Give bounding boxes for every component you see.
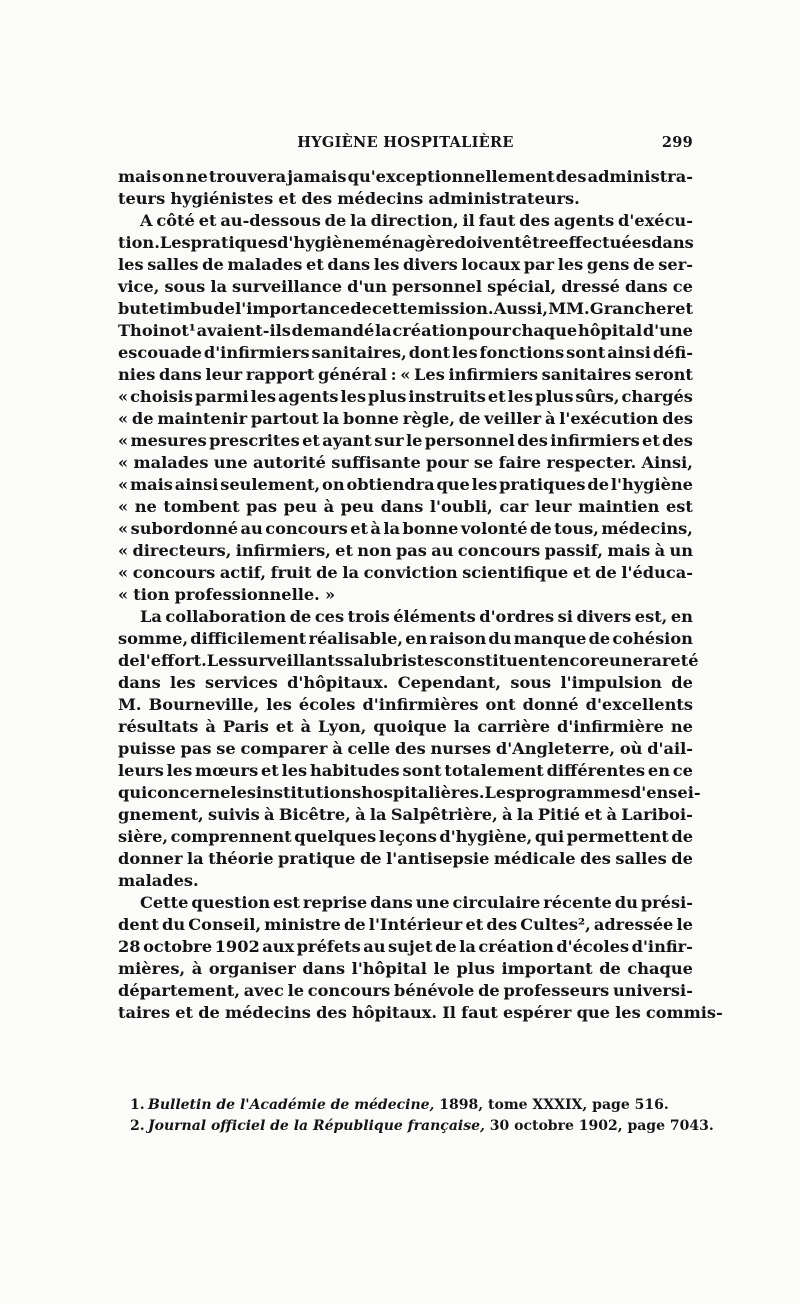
running-title: HYGIÈNE HOSPITALIÈRE [297,134,514,151]
text-line: vice, sous la surveillance d'un personnel spécial, dressé dans ce [118,277,693,296]
text-line: teurs hygiénistes et des médecins administrateurs. [118,189,580,208]
text-line: Thoinot¹ avaient-ils demandé la création pour chaque hôpital d'une [118,321,693,340]
paragraph [118,606,701,892]
footnote [130,1095,690,1116]
footnote [130,1116,714,1137]
text-line: département, avec le concours bénévole de professeurs universi- [118,981,693,1000]
text-line: gnement, suivis à Bicêtre, à la Salpêtrière, à la Pitié et à Lariboi- [118,805,693,824]
text-line: mières, à organiser dans l'hôpital le plus important de chaque [118,959,693,978]
text-line: taires et de médecins des hôpitaux. Il faut espérer que les commis- [118,1003,723,1022]
text-line: somme, difficilement réalisable, en raison du manque de cohésion [118,629,693,648]
text-line: La collaboration de ces trois éléments d'ordres si divers est, en [140,607,693,626]
text-line: les salles de malades et dans les divers locaux par les gens de ser- [118,255,693,274]
text-line: escouade d'infirmiers sanitaires, dont les fonctions sont ainsi défi- [118,343,693,362]
text-line: résultats à Paris et à Lyon, quoique la carrière d'infirmière ne [118,717,693,736]
footnote-title: Bulletin de l'Académie de médecine, [148,1097,435,1113]
text-line: qui concerne les institutions hospitalières. Les programmes d'ensei- [118,783,701,802]
text-line: leurs les mœurs et les habitudes sont totalement différentes en ce [118,761,693,780]
text-line: « directeurs, infirmiers, et non pas au concours passif, mais à un [118,541,693,560]
text-line: dent du Conseil, ministre de l'Intérieur et des Cultes², adressée le [118,915,693,934]
text-line: but et imbu de l'importance de cette mission. Aussi, MM. Grancher et [118,299,693,318]
text-line: 28 octobre 1902 aux préfets au sujet de la création d'écoles d'infir- [118,937,693,956]
paragraph [118,210,693,606]
text-line: « concours actif, fruit de la conviction scientifique et de l'éduca- [118,563,693,582]
body-text [118,166,723,1024]
text-line: tion. Les pratiques d'hygiène ménagère doivent être effectuées dans [118,233,694,252]
text-line: malades. [118,871,199,890]
footnote-reference: 30 octobre 1902, page 7043. [484,1118,714,1134]
text-line: « mesures prescrites et ayant sur le personnel des infirmiers et des [118,431,693,450]
text-line: sière, comprennent quelques leçons d'hygiène, qui permettent de [118,827,693,846]
text-line: « choisis parmi les agents les plus instruits et les plus sûrs, chargés [118,387,693,406]
text-line: « malades une autorité suffisante pour se faire respecter. Ainsi, [118,453,693,472]
paragraph [118,166,693,210]
footnotes [130,1095,714,1137]
text-line: « de maintenir partout la bonne règle, de veiller à l'exécution des [118,409,693,428]
text-line: de l'effort. Les surveillants salubristes constituent encore une rareté [118,651,699,670]
footnote-number: 2. [130,1118,145,1134]
text-line: A côté et au-dessous de la direction, il faut des agents d'exécu- [140,211,693,230]
text-line: donner la théorie pratique de l'antisepsie médicale des salles de [118,849,693,868]
text-line: « mais ainsi seulement, on obtiendra que les pratiques de l'hygiène [118,475,693,494]
text-line: M. Bourneville, les écoles d'infirmières ont donné d'excellents [118,695,693,714]
text-line: « subordonné au concours et à la bonne volonté de tous, médecins, [118,519,693,538]
text-line: mais on ne trouvera jamais qu'exceptionnellement des administra- [118,167,693,186]
text-line: « ne tombent pas peu à peu dans l'oubli, car leur maintien est [118,497,693,516]
text-line: « tion professionnelle. » [118,585,336,604]
footnote-number: 1. [130,1097,145,1113]
text-line: dans les services d'hôpitaux. Cependant, sous l'impulsion de [118,673,693,692]
footnote-reference: 1898, tome XXXIX, page 516. [434,1097,669,1113]
text-line: Cette question est reprise dans une circulaire récente du prési- [140,893,693,912]
paragraph [118,892,723,1024]
text-line: puisse pas se comparer à celle des nurses d'Angleterre, où d'ail- [118,739,693,758]
text-line: nies dans leur rapport général : « Les infirmiers sanitaires seront [118,365,693,384]
footnote-title: Journal officiel de la République française, [148,1118,485,1134]
page-number: 299 [661,134,693,151]
